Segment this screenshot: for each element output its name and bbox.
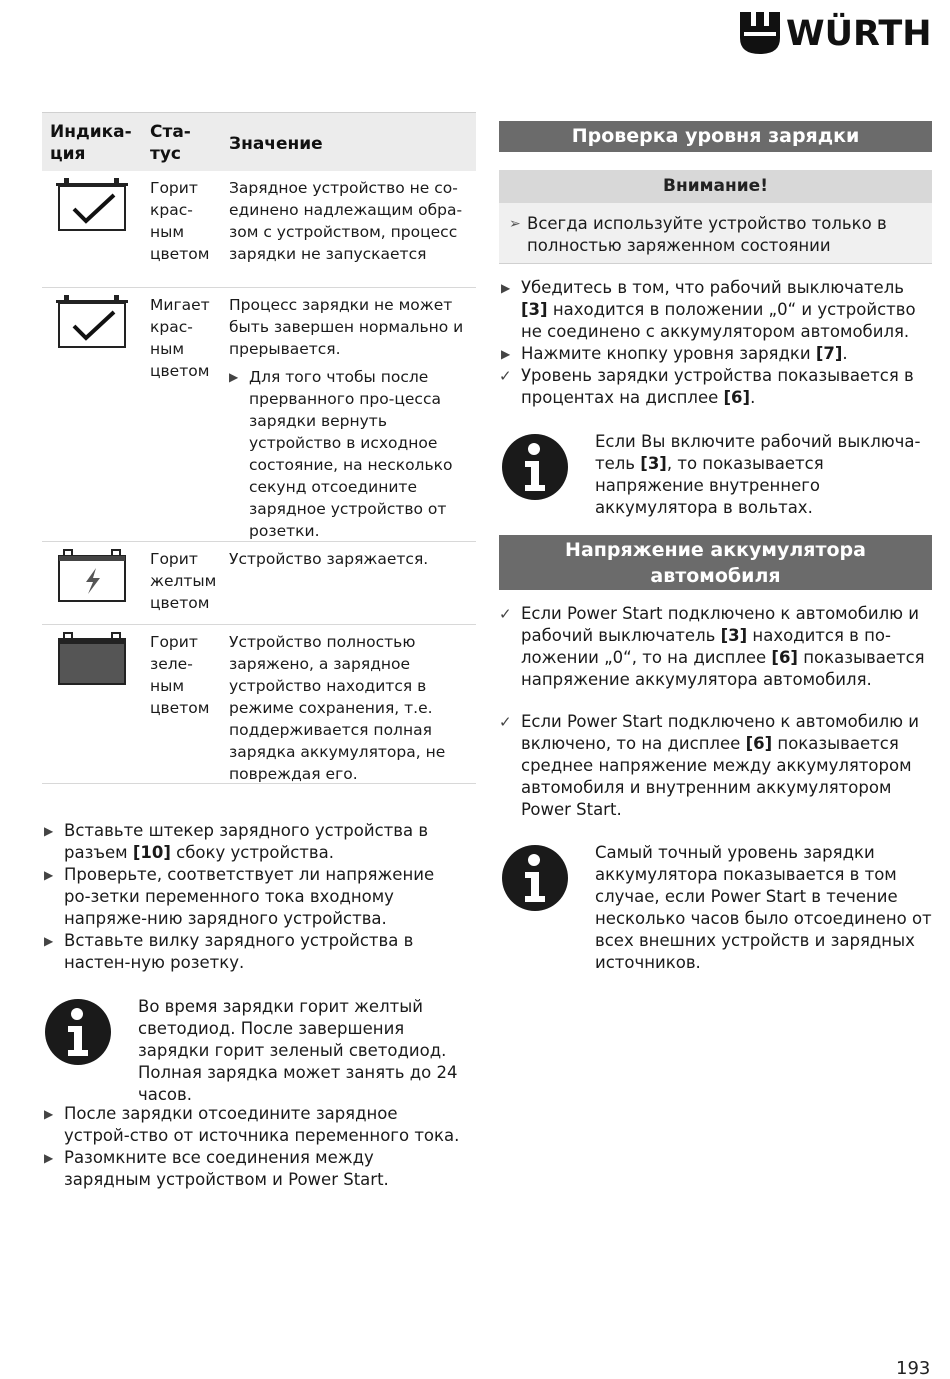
instruction-list xyxy=(42,1103,462,1191)
info-note xyxy=(499,842,932,982)
list-item xyxy=(42,1147,462,1191)
wurth-logo-icon xyxy=(740,12,780,54)
row-meaning xyxy=(229,548,473,570)
info-text: Самый точный уровень зарядки аккумулятора показывается в том случае, если Power Start в течение несколько часов было отсоединено от всех внешних устройств и зарядных источников. xyxy=(595,843,932,972)
attention-box xyxy=(499,203,932,264)
battery-full-icon xyxy=(56,631,128,687)
list-item-text: находится в положении „0“ и устройство не соединено с аккумулятором автомобиля. xyxy=(521,300,916,341)
attention-item xyxy=(509,213,937,257)
list-item-text: показывается напряжение аккумулятора автомобиля. xyxy=(521,648,925,689)
list-item-text: Нажмите кнопку уровня зарядки xyxy=(521,344,816,363)
wurth-logo xyxy=(740,12,936,56)
list-item xyxy=(499,365,932,409)
logo-wordmark: WÜRTH xyxy=(786,14,932,54)
list-item-text: Вставьте вилку зарядного устройства в настен-ную розетку. xyxy=(64,931,414,972)
list-item-text: находится в по-ложении „0“, то на дисплее xyxy=(521,626,891,667)
bullet-triangle-icon: ▶ xyxy=(44,934,54,948)
arrow-right-icon: ➢ xyxy=(509,216,521,232)
list-item-text: После зарядки отсоедините зарядное устрой-ство от источника переменного тока. xyxy=(64,1104,460,1145)
info-text-part: , то показывается напряжение внутреннего аккумулятора в вольтах. xyxy=(595,454,824,517)
reference-number: [6] xyxy=(771,648,798,667)
bullet-triangle-icon: ▶ xyxy=(44,824,54,838)
bullet-triangle-icon: ▶ xyxy=(44,1107,54,1121)
row-status: Горит зеле- ным цветом xyxy=(150,633,210,717)
section-title-vehicle-voltage: Напряжение аккумулятора автомобиля xyxy=(499,535,932,590)
reference-number: [7] xyxy=(815,344,843,363)
list-item xyxy=(499,343,932,365)
row-status: Горит желтым цветом xyxy=(150,550,217,612)
info-icon xyxy=(42,996,114,1068)
info-note xyxy=(499,431,932,517)
row-meaning xyxy=(229,631,473,785)
info-text-part: Если Вы включите рабочий выключа-тель xyxy=(595,432,921,473)
list-item-text: . xyxy=(750,388,756,407)
list-item-text: Убедитесь в том, что рабочий выключатель xyxy=(521,278,904,297)
checkmark-icon: ✓ xyxy=(499,367,512,385)
row-meaning xyxy=(229,294,473,542)
list-item-text: Вставьте штекер зарядного устройства в разъем xyxy=(64,821,429,862)
instruction-list xyxy=(42,820,462,974)
reference-number: [6] xyxy=(723,388,751,407)
list-item-text: сбоку устройства. xyxy=(170,843,334,862)
attention-title: Внимание! xyxy=(499,170,932,203)
row-meaning xyxy=(229,177,473,265)
header-meaning: Значение xyxy=(229,134,323,154)
row-meaning-text: Устройство полностью заряжено, а зарядное устройство находится в режиме сохранения, т.е. поддерживается полная зарядка аккумулятора, не повреждая его. xyxy=(229,633,446,783)
checkmark-icon: ✓ xyxy=(499,605,512,623)
list-item-text: . xyxy=(842,344,848,363)
list-item xyxy=(42,930,462,974)
bullet-triangle-icon: ▶ xyxy=(501,347,511,361)
reference-number: [6] xyxy=(745,734,773,753)
table-row xyxy=(42,625,476,784)
table-row xyxy=(42,542,476,625)
steps-list xyxy=(499,277,932,409)
row-sub-text: Для того чтобы после прерванного про-цесса зарядки вернуть устройство в исходное состояние, на несколько секунд отсоедините зарядное устройство от розетки. xyxy=(249,368,453,540)
table-header xyxy=(42,112,476,171)
checks-list xyxy=(499,603,932,821)
list-item-text: Если Power Start подключено к автомобилю и рабочий выключатель xyxy=(521,604,920,645)
list-item-text: показывается среднее напряжение между аккумулятором автомобиля и внутренним аккумулятором Power Start. xyxy=(521,734,912,819)
list-item-text: Уровень зарядки устройства показывается в процентах на дисплее xyxy=(521,366,914,407)
info-text xyxy=(595,431,931,519)
bullet-triangle-icon: ▶ xyxy=(44,868,54,882)
list-item xyxy=(499,711,932,821)
indication-table xyxy=(42,112,476,784)
info-text: Во время зарядки горит желтый светодиод. После завершения зарядки горит зеленый светодиод. Полная зарядка может занять до 24 часов. xyxy=(138,997,458,1104)
bullet-triangle-icon: ▶ xyxy=(501,281,511,295)
info-note xyxy=(42,996,478,1104)
battery-charging-icon xyxy=(56,548,128,604)
table-row xyxy=(42,171,476,288)
reference-number: [3] xyxy=(640,454,667,473)
battery-check-outline-icon xyxy=(56,294,128,350)
bullet-triangle-icon: ▶ xyxy=(44,1151,54,1165)
list-item xyxy=(42,820,462,864)
row-meaning-text: Процесс зарядки не может быть завершен нормально и прерывается. xyxy=(229,296,464,358)
list-item xyxy=(499,277,932,343)
table-row xyxy=(42,288,476,542)
list-item-text: Если Power Start подключено к автомобилю и включено, то на дисплее xyxy=(521,712,920,753)
header-indication: Индика- ция xyxy=(50,122,132,164)
info-icon xyxy=(499,842,571,914)
reference-number: [3] xyxy=(720,626,748,645)
list-item-text: Разомкните все соединения между зарядным устройством и Power Start. xyxy=(64,1148,389,1189)
page-number: 193 xyxy=(896,1358,931,1379)
header-status: Ста- тус xyxy=(150,122,191,164)
reference-number: [3] xyxy=(521,300,548,319)
row-meaning-text: Устройство заряжается. xyxy=(229,550,429,568)
row-meaning-text: Зарядное устройство не со-единено надлежащим обра-зом с устройством, процесс зарядки не запускается xyxy=(229,179,463,263)
battery-check-outline-icon xyxy=(56,177,128,233)
section-title-charge-level: Проверка уровня зарядки xyxy=(499,121,932,152)
row-status: Горит крас- ным цветом xyxy=(150,179,210,263)
row-sub-bullet xyxy=(229,366,473,542)
attention-text: Всегда используйте устройство только в полностью заряженном состоянии xyxy=(527,214,887,255)
info-icon xyxy=(499,431,571,503)
list-item xyxy=(499,603,932,691)
bullet-triangle-icon: ▶ xyxy=(229,370,239,384)
list-item xyxy=(42,864,462,930)
checkmark-icon: ✓ xyxy=(499,713,512,731)
row-status: Мигает крас- ным цветом xyxy=(150,296,210,380)
reference-number: [10] xyxy=(132,843,171,862)
list-item-text: Проверьте, соответствует ли напряжение ро-зетки переменного тока входному напряже-нию зарядного устройства. xyxy=(64,865,435,928)
list-item xyxy=(42,1103,462,1147)
